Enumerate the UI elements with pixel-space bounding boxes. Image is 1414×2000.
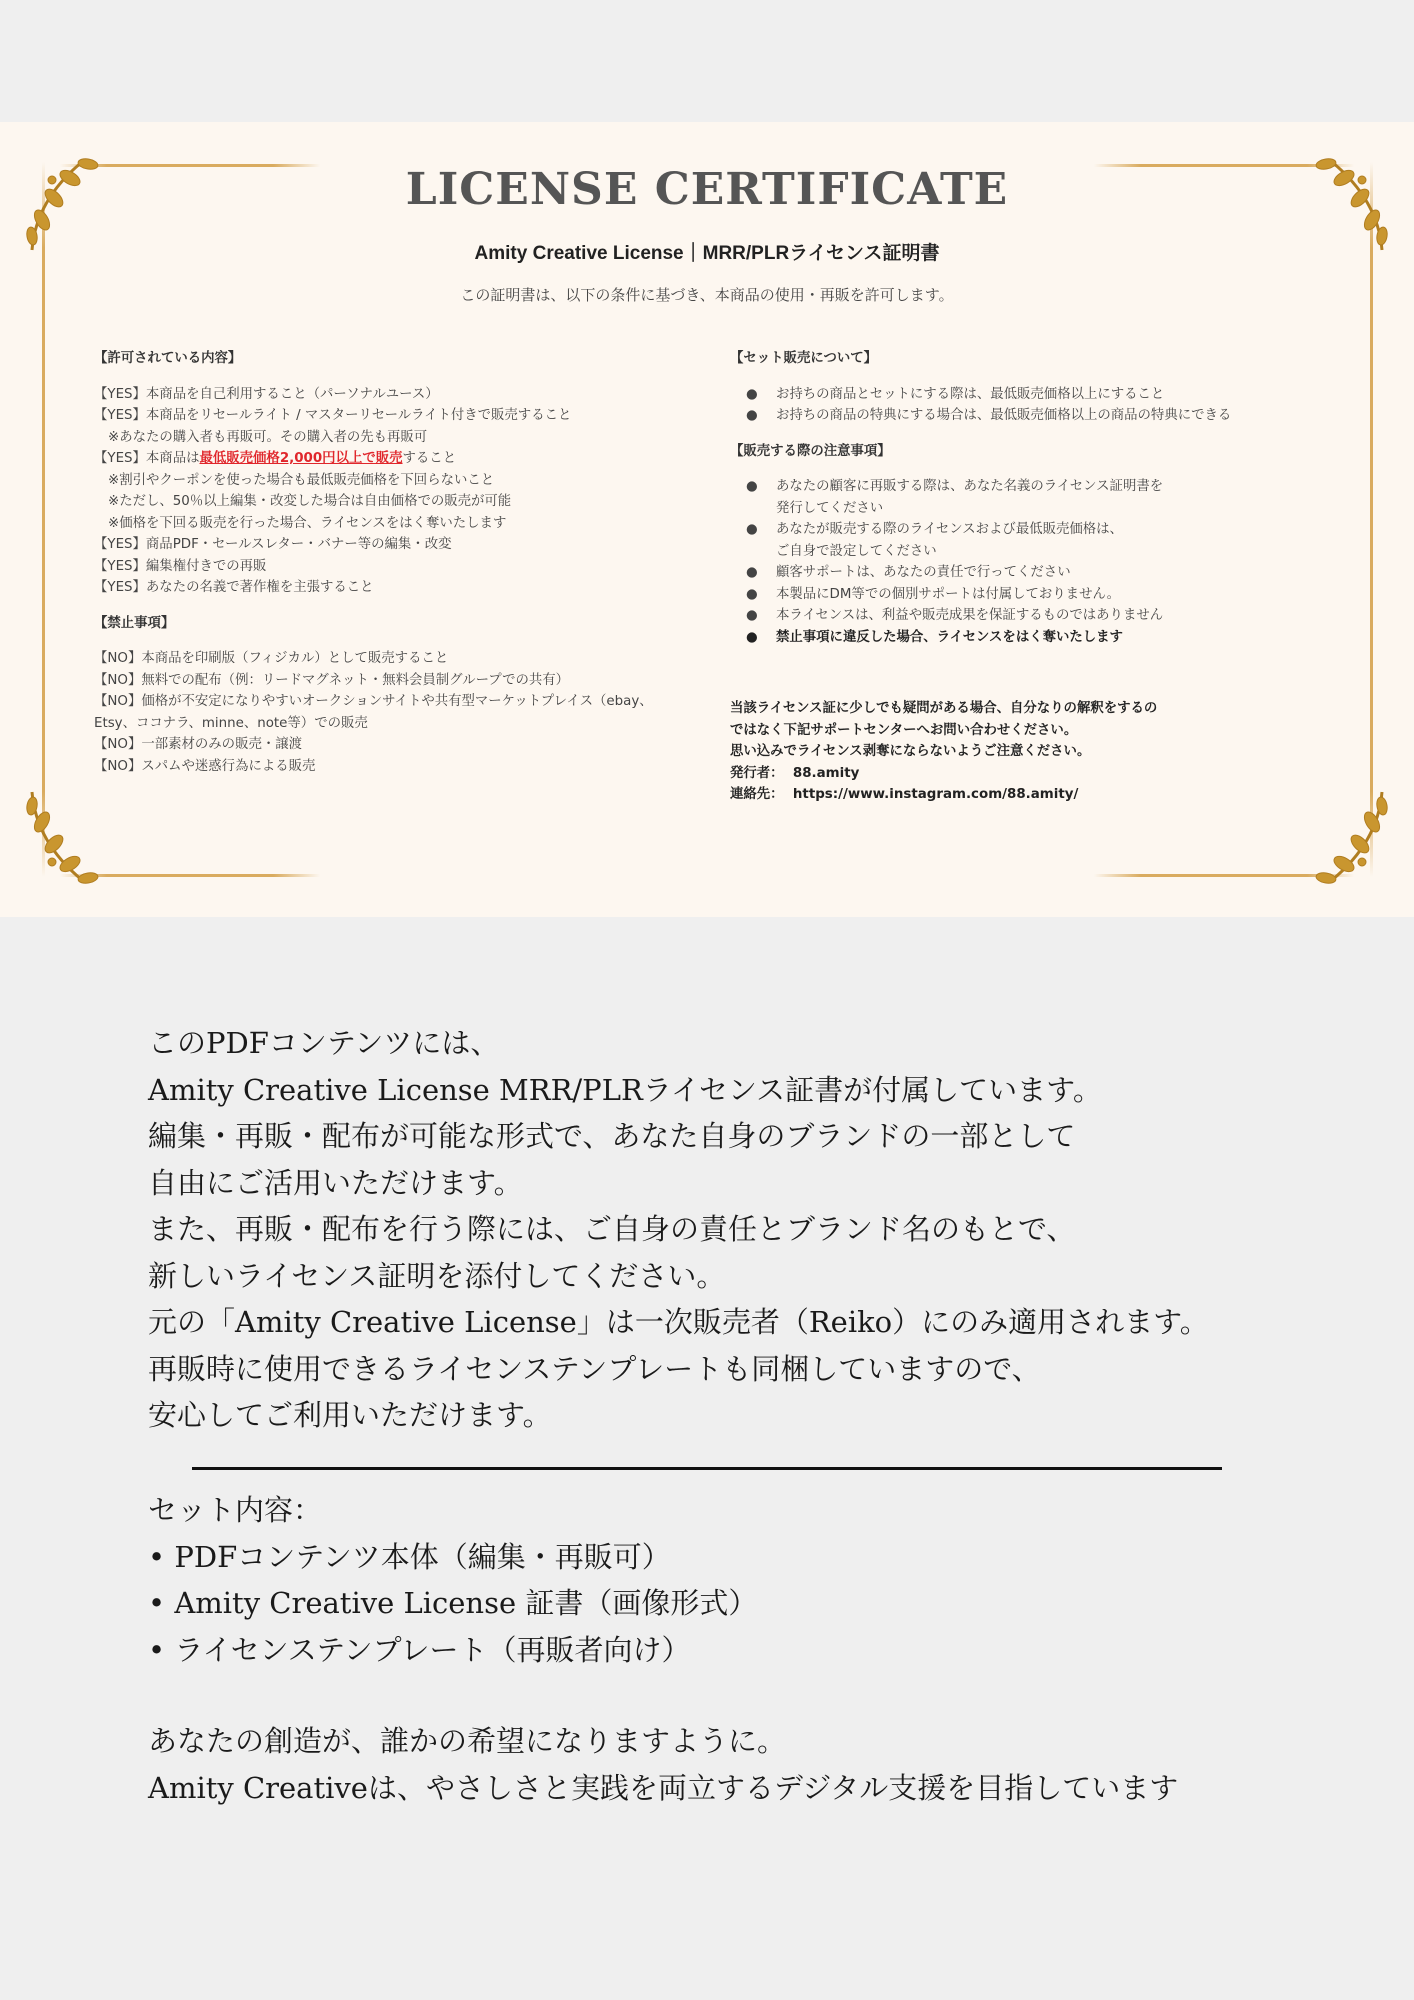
prohibited-line: Etsy、ココナラ、minne、note等）での販売 — [94, 715, 368, 731]
permitted-line: 【YES】商品PDF・セールスレター・バナー等の編集・改変 — [94, 537, 452, 552]
notes-item: ● 禁止事項に違反した場合、ライセンスをはく奪いたします — [730, 627, 1340, 649]
bullet-icon: ● — [746, 629, 758, 645]
permitted-line: 【YES】本商品を自己利用すること（パーソナルユース） — [94, 386, 439, 402]
contact-note-line: 思い込みでライセンス剥奪にならないようご注意ください。 — [730, 744, 1091, 759]
permitted-line: ※割引やクーポンを使った場合も最低販売価格を下回らないこと — [108, 472, 495, 488]
closing-line: Amity Creativeは、やさしさと実践を両立するデジタル支援を目指しています — [148, 1770, 1179, 1805]
permitted-line: 【YES】編集権付きでの再販 — [94, 558, 267, 574]
set-contents-item: • PDFコンテンツ本体（編集・再販可） — [148, 1539, 671, 1574]
description-line: 再販時に使用できるライセンステンプレートも同梱していますので、 — [148, 1351, 1041, 1386]
permitted-line-suffix: すること — [402, 451, 457, 466]
set-contents-heading: セット内容： — [148, 1493, 323, 1527]
license-certificate — [0, 122, 1414, 917]
certificate-title: LICENSE CERTIFICATE — [405, 164, 1009, 215]
description-line: 新しいライセンス証明を添付してください。 — [148, 1258, 726, 1293]
closing-line: あなたの創造が、誰かの希望になりますように。 — [148, 1724, 787, 1758]
certificate-subtitle: Amity Creative License｜MRR/PLRライセンス証明書 — [474, 243, 940, 264]
set-contents-item: • ライセンステンプレート（再販者向け） — [148, 1632, 691, 1667]
prohibited-line: 【NO】無料での配布（例：リードマグネット・無料会員制グループでの共有） — [94, 672, 570, 688]
set-sales-item: ● お持ちの商品とセットにする際は、最低販売価格以上にすること — [730, 384, 1340, 406]
description-line: また、再販・配布を行う際には、ご自身の責任とブランド名のもとで、 — [148, 1212, 1076, 1246]
permitted-heading: 【許可されている内容】 — [94, 351, 242, 366]
divider — [192, 1467, 1222, 1470]
notes-item: ● 顧客サポートは、あなたの責任で行ってください — [730, 562, 1340, 584]
permitted-line: 【YES】あなたの名義で著作権を主張すること — [94, 580, 374, 595]
frame-right-line — [1370, 162, 1373, 877]
certificate-right-column — [730, 348, 1340, 806]
contact-line: 連絡先： https://www.instagram.com/88.amity/ — [730, 787, 1079, 802]
description-line: 自由にご活用いただけます。 — [148, 1165, 523, 1200]
permitted-line: ※あなたの購入者も再販可。その購入者の先も再販可 — [108, 429, 428, 445]
bullet-icon: ● — [746, 522, 758, 537]
prohibited-heading: 【禁止事項】 — [94, 615, 175, 631]
bullet-icon: ● — [746, 386, 758, 402]
issuer-name: 88.amity — [792, 765, 860, 781]
permitted-line: 【YES】本商品をリセールライト / マスターリセールライト付きで販売すること — [94, 408, 572, 423]
prohibited-line: 【NO】一部素材のみの販売・譲渡 — [94, 737, 303, 752]
notes-item: ● 本製品にDM等での個別サポートは付属しておりません。 — [730, 584, 1340, 606]
bullet-icon: ● — [746, 608, 758, 623]
description-line: このPDFコンテンツには、 — [148, 1026, 500, 1060]
prohibited-line: 【NO】価格が不安定になりやすいオークションサイトや共有型マーケットプレイス（ebay、 — [94, 694, 653, 709]
set-contents — [148, 1487, 1328, 1673]
floral-corner-ornament-icon — [22, 782, 132, 892]
notes-item: ● あなたの顧客に再販する際は、あなた名義のライセンス証明書を 発行してください — [730, 476, 1340, 519]
prohibited-line: 【NO】本商品を印刷版（フィジカル）として販売すること — [94, 651, 449, 666]
description-line: 安心してご利用いただけます。 — [148, 1398, 552, 1432]
certificate-left-column — [94, 348, 704, 777]
contact-note-line: 当該ライセンス証に少しでも疑問がある場合、自分なりの解釈をするの — [730, 701, 1158, 716]
certificate-intro: この証明書は、以下の条件に基づき、本商品の使用・再販を許可します。 — [460, 286, 954, 304]
set-sales-item: ● お持ちの商品の特典にする場合は、最低販売価格以上の商品の特典にできる — [730, 405, 1340, 427]
permitted-line-prefix: 【YES】本商品は — [94, 451, 200, 466]
issuer-line: 発行者： 88.amity — [730, 765, 860, 781]
description-line: 元の「Amity Creative License」は一次販売者（Reiko）にのみ適用されます。 — [148, 1305, 1209, 1339]
contact-note-line: ではなく下記サポートセンターへお問い合わせください。 — [730, 722, 1078, 738]
contact-link[interactable]: https://www.instagram.com/88.amity/ — [792, 787, 1079, 802]
set-contents-item: • Amity Creative License 証書（画像形式） — [148, 1586, 758, 1620]
bullet-icon: ● — [746, 565, 758, 580]
bullet-icon: ● — [746, 586, 758, 602]
notes-item: ● あなたが販売する際のライセンスおよび最低販売価格は、 ご自身で設定してください — [730, 519, 1340, 562]
closing-message — [148, 1718, 1388, 1811]
permitted-line — [94, 448, 704, 470]
notes-heading: 【販売する際の注意事項】 — [730, 443, 891, 459]
set-sales-heading: 【セット販売について】 — [730, 351, 878, 366]
minimum-price-highlight: 最低販売価格2,000円以上で販売 — [199, 451, 403, 466]
bullet-icon: ● — [746, 408, 758, 423]
description-line: Amity Creative License MRR/PLRライセンス証書が付属しています。 — [148, 1072, 1102, 1107]
notes-item: ● 本ライセンスは、利益や販売成果を保証するものではありません — [730, 605, 1340, 627]
permitted-line: ※ただし、50％以上編集・改変した場合は自由価格での販売が可能 — [108, 494, 512, 509]
bullet-icon: ● — [746, 479, 758, 494]
prohibited-line: 【NO】スパムや迷惑行為による販売 — [94, 758, 316, 774]
permitted-line: ※価格を下回る販売を行った場合、ライセンスをはく奪いたします — [108, 515, 507, 531]
description-block — [148, 1020, 1328, 1439]
description-line: 編集・再販・配布が可能な形式で、あなた自身のブランドの一部として — [148, 1119, 1076, 1153]
frame-left-line — [42, 162, 45, 877]
